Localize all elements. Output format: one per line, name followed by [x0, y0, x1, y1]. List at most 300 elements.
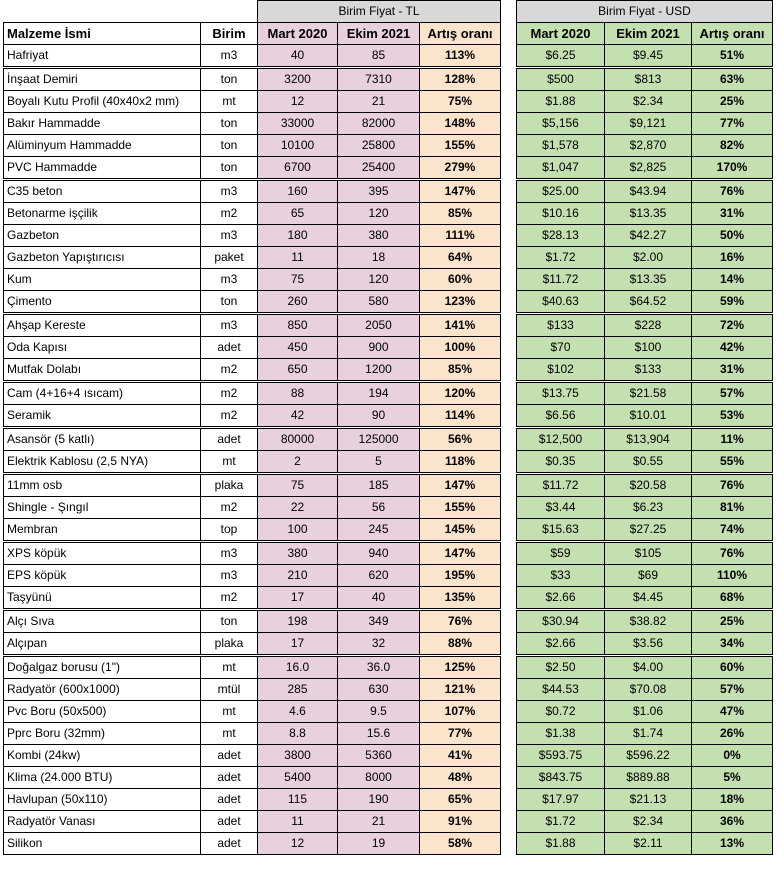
cell-usd-oct2021: $6.23	[605, 496, 692, 518]
cell-tl-oct2021: 125000	[338, 427, 420, 450]
cell-tl-mar2020: 17	[258, 586, 338, 609]
cell-tl-increase: 48%	[420, 766, 501, 788]
table-row	[4, 313, 773, 336]
cell-usd-increase: 26%	[692, 722, 773, 744]
cell-tl-oct2021: 19	[338, 832, 420, 854]
cell-usd-increase: 0%	[692, 744, 773, 766]
cell-unit: adet	[201, 832, 258, 854]
table-row	[4, 450, 773, 473]
cell-tl-mar2020: 380	[258, 541, 338, 564]
table-row	[4, 678, 773, 700]
cell-usd-mar2020: $6.25	[517, 44, 605, 67]
cell-tl-increase: 107%	[420, 700, 501, 722]
table-row	[4, 632, 773, 655]
cell-name: Kum	[4, 268, 201, 290]
cell-usd-oct2021: $228	[605, 313, 692, 336]
cell-usd-increase: 59%	[692, 290, 773, 313]
cell-usd-oct2021: $10.01	[605, 404, 692, 427]
cell-usd-increase: 68%	[692, 586, 773, 609]
cell-tl-mar2020: 42	[258, 404, 338, 427]
cell-usd-mar2020: $843.75	[517, 766, 605, 788]
cell-name: Alüminyum Hammadde	[4, 134, 201, 156]
table-row	[4, 564, 773, 586]
cell-unit: top	[201, 518, 258, 541]
cell-tl-mar2020: 88	[258, 381, 338, 404]
table-row	[4, 179, 773, 202]
cell-name: Cam (4+16+4 ısıcam)	[4, 381, 201, 404]
table-row	[4, 496, 773, 518]
cell-tl-oct2021: 1200	[338, 358, 420, 381]
cell-usd-oct2021: $42.27	[605, 224, 692, 246]
cell-tl-mar2020: 3200	[258, 67, 338, 90]
cell-tl-increase: 88%	[420, 632, 501, 655]
cell-name: EPS köpük	[4, 564, 201, 586]
table-row	[4, 224, 773, 246]
cell-usd-oct2021: $1.74	[605, 722, 692, 744]
cell-tl-oct2021: 120	[338, 202, 420, 224]
cell-usd-mar2020: $33	[517, 564, 605, 586]
cell-tl-increase: 91%	[420, 810, 501, 832]
cell-usd-increase: 42%	[692, 336, 773, 358]
cell-tl-oct2021: 190	[338, 788, 420, 810]
cell-tl-oct2021: 18	[338, 246, 420, 268]
cell-unit: ton	[201, 609, 258, 632]
cell-unit: m2	[201, 202, 258, 224]
cell-tl-increase: 58%	[420, 832, 501, 854]
cell-tl-mar2020: 210	[258, 564, 338, 586]
table-row	[4, 541, 773, 564]
cell-tl-oct2021: 90	[338, 404, 420, 427]
cell-tl-mar2020: 6700	[258, 156, 338, 179]
cell-name: İnşaat Demiri	[4, 67, 201, 90]
cell-usd-oct2021: $2.00	[605, 246, 692, 268]
cell-usd-oct2021: $9.45	[605, 44, 692, 67]
cell-tl-mar2020: 40	[258, 44, 338, 67]
cell-usd-oct2021: $43.94	[605, 179, 692, 202]
cell-usd-oct2021: $0.55	[605, 450, 692, 473]
cell-tl-oct2021: 7310	[338, 67, 420, 90]
cell-usd-mar2020: $59	[517, 541, 605, 564]
cell-tl-mar2020: 11	[258, 246, 338, 268]
cell-tl-mar2020: 285	[258, 678, 338, 700]
cell-tl-oct2021: 900	[338, 336, 420, 358]
cell-tl-oct2021: 15.6	[338, 722, 420, 744]
cell-usd-mar2020: $12,500	[517, 427, 605, 450]
cell-tl-increase: 56%	[420, 427, 501, 450]
cell-unit: mtül	[201, 678, 258, 700]
cell-usd-increase: 47%	[692, 700, 773, 722]
cell-name: Membran	[4, 518, 201, 541]
cell-unit: adet	[201, 336, 258, 358]
cell-tl-mar2020: 12	[258, 832, 338, 854]
col-header-usd-mar2020: Mart 2020	[517, 22, 605, 44]
col-header-usd-oct2021: Ekim 2021	[605, 22, 692, 44]
cell-name: Shingle - Şıngıl	[4, 496, 201, 518]
cell-usd-oct2021: $13.35	[605, 202, 692, 224]
cell-tl-increase: 85%	[420, 358, 501, 381]
table-row	[4, 832, 773, 854]
cell-usd-increase: 76%	[692, 473, 773, 496]
table-body	[4, 44, 773, 854]
cell-usd-increase: 31%	[692, 358, 773, 381]
cell-tl-oct2021: 194	[338, 381, 420, 404]
cell-unit: ton	[201, 134, 258, 156]
cell-unit: mt	[201, 90, 258, 112]
cell-usd-increase: 34%	[692, 632, 773, 655]
table-row	[4, 766, 773, 788]
table-row	[4, 67, 773, 90]
cell-name: Asansör (5 katlı)	[4, 427, 201, 450]
cell-unit: m3	[201, 224, 258, 246]
group-header-tl: Birim Fiyat - TL	[258, 1, 501, 23]
cell-name: Silikon	[4, 832, 201, 854]
cell-tl-increase: 77%	[420, 722, 501, 744]
cell-tl-mar2020: 100	[258, 518, 338, 541]
cell-usd-mar2020: $2.66	[517, 586, 605, 609]
cell-tl-oct2021: 82000	[338, 112, 420, 134]
cell-tl-oct2021: 85	[338, 44, 420, 67]
cell-tl-mar2020: 75	[258, 268, 338, 290]
cell-usd-mar2020: $0.35	[517, 450, 605, 473]
cell-usd-increase: 5%	[692, 766, 773, 788]
cell-usd-increase: 60%	[692, 655, 773, 678]
cell-name: Mutfak Dolabı	[4, 358, 201, 381]
cell-tl-mar2020: 12	[258, 90, 338, 112]
cell-unit: m3	[201, 541, 258, 564]
cell-usd-increase: 81%	[692, 496, 773, 518]
table-row	[4, 609, 773, 632]
cell-tl-mar2020: 850	[258, 313, 338, 336]
cell-name: Doğalgaz borusu (1")	[4, 655, 201, 678]
col-header-tl-oct2021: Ekim 2021	[338, 22, 420, 44]
cell-tl-mar2020: 4.6	[258, 700, 338, 722]
cell-usd-increase: 13%	[692, 832, 773, 854]
cell-usd-increase: 51%	[692, 44, 773, 67]
cell-tl-oct2021: 380	[338, 224, 420, 246]
cell-usd-oct2021: $4.45	[605, 586, 692, 609]
cell-tl-mar2020: 2	[258, 450, 338, 473]
cell-usd-increase: 110%	[692, 564, 773, 586]
cell-tl-mar2020: 115	[258, 788, 338, 810]
cell-usd-mar2020: $11.72	[517, 473, 605, 496]
table-row	[4, 358, 773, 381]
cell-tl-oct2021: 25400	[338, 156, 420, 179]
cell-unit: m2	[201, 496, 258, 518]
cell-tl-increase: 141%	[420, 313, 501, 336]
cell-usd-mar2020: $17.97	[517, 788, 605, 810]
cell-usd-mar2020: $2.66	[517, 632, 605, 655]
cell-usd-increase: 76%	[692, 541, 773, 564]
cell-name: Taşyünü	[4, 586, 201, 609]
price-table	[3, 0, 773, 855]
cell-usd-mar2020: $3.44	[517, 496, 605, 518]
cell-tl-oct2021: 580	[338, 290, 420, 313]
cell-tl-increase: 155%	[420, 134, 501, 156]
table-row	[4, 202, 773, 224]
cell-tl-increase: 100%	[420, 336, 501, 358]
cell-usd-oct2021: $21.13	[605, 788, 692, 810]
cell-usd-mar2020: $10.16	[517, 202, 605, 224]
cell-tl-mar2020: 75	[258, 473, 338, 496]
table-row	[4, 788, 773, 810]
cell-usd-increase: 57%	[692, 381, 773, 404]
col-header-usd-increase: Artış oranı	[692, 22, 773, 44]
group-header-usd: Birim Fiyat - USD	[517, 1, 773, 23]
cell-tl-mar2020: 160	[258, 179, 338, 202]
table-row	[4, 268, 773, 290]
cell-usd-mar2020: $30.94	[517, 609, 605, 632]
cell-tl-oct2021: 2050	[338, 313, 420, 336]
cell-usd-increase: 170%	[692, 156, 773, 179]
cell-tl-oct2021: 5	[338, 450, 420, 473]
cell-usd-increase: 63%	[692, 67, 773, 90]
cell-tl-increase: 147%	[420, 473, 501, 496]
cell-usd-oct2021: $20.58	[605, 473, 692, 496]
cell-unit: ton	[201, 290, 258, 313]
cell-usd-oct2021: $64.52	[605, 290, 692, 313]
cell-usd-mar2020: $25.00	[517, 179, 605, 202]
cell-usd-mar2020: $1.88	[517, 832, 605, 854]
cell-usd-oct2021: $38.82	[605, 609, 692, 632]
cell-name: Alçıpan	[4, 632, 201, 655]
cell-name: Radyatör Vanası	[4, 810, 201, 832]
cell-name: 11mm osb	[4, 473, 201, 496]
cell-unit: m3	[201, 564, 258, 586]
cell-usd-mar2020: $1.38	[517, 722, 605, 744]
cell-tl-increase: 145%	[420, 518, 501, 541]
cell-tl-oct2021: 245	[338, 518, 420, 541]
cell-usd-increase: 31%	[692, 202, 773, 224]
cell-usd-mar2020: $11.72	[517, 268, 605, 290]
cell-usd-oct2021: $9,121	[605, 112, 692, 134]
cell-usd-oct2021: $69	[605, 564, 692, 586]
cell-name: PVC Hammadde	[4, 156, 201, 179]
cell-name: Ahşap Kereste	[4, 313, 201, 336]
cell-usd-oct2021: $2.34	[605, 810, 692, 832]
cell-usd-oct2021: $105	[605, 541, 692, 564]
cell-name: Boyalı Kutu Profil (40x40x2 mm)	[4, 90, 201, 112]
table-row	[4, 156, 773, 179]
cell-usd-increase: 14%	[692, 268, 773, 290]
cell-usd-oct2021: $4.00	[605, 655, 692, 678]
cell-usd-increase: 36%	[692, 810, 773, 832]
cell-unit: mt	[201, 700, 258, 722]
cell-tl-increase: 147%	[420, 541, 501, 564]
col-header-unit: Birim	[201, 22, 258, 44]
cell-name: C35 beton	[4, 179, 201, 202]
cell-name: Gazbeton Yapıştırıcısı	[4, 246, 201, 268]
cell-usd-oct2021: $889.88	[605, 766, 692, 788]
cell-usd-oct2021: $13.35	[605, 268, 692, 290]
cell-tl-increase: 155%	[420, 496, 501, 518]
cell-tl-oct2021: 395	[338, 179, 420, 202]
cell-tl-mar2020: 17	[258, 632, 338, 655]
cell-tl-mar2020: 11	[258, 810, 338, 832]
table-row	[4, 810, 773, 832]
cell-usd-oct2021: $1.06	[605, 700, 692, 722]
cell-unit: adet	[201, 427, 258, 450]
cell-usd-oct2021: $813	[605, 67, 692, 90]
cell-tl-increase: 114%	[420, 404, 501, 427]
cell-usd-mar2020: $2.50	[517, 655, 605, 678]
cell-usd-mar2020: $5,156	[517, 112, 605, 134]
cell-name: Havlupan (50x110)	[4, 788, 201, 810]
cell-tl-increase: 128%	[420, 67, 501, 90]
cell-unit: paket	[201, 246, 258, 268]
table-row	[4, 404, 773, 427]
cell-usd-increase: 76%	[692, 179, 773, 202]
table-row	[4, 473, 773, 496]
cell-usd-increase: 18%	[692, 788, 773, 810]
cell-tl-increase: 120%	[420, 381, 501, 404]
cell-unit: ton	[201, 112, 258, 134]
cell-tl-mar2020: 33000	[258, 112, 338, 134]
cell-name: Oda Kapısı	[4, 336, 201, 358]
col-header-name: Malzeme İsmi	[4, 22, 201, 44]
cell-tl-oct2021: 940	[338, 541, 420, 564]
cell-name: Pprc Boru (32mm)	[4, 722, 201, 744]
col-header-tl-mar2020: Mart 2020	[258, 22, 338, 44]
cell-name: Gazbeton	[4, 224, 201, 246]
cell-usd-mar2020: $593.75	[517, 744, 605, 766]
cell-tl-increase: 135%	[420, 586, 501, 609]
cell-name: Hafriyat	[4, 44, 201, 67]
cell-usd-mar2020: $6.56	[517, 404, 605, 427]
cell-tl-oct2021: 630	[338, 678, 420, 700]
cell-name: Elektrik Kablosu (2,5 NYA)	[4, 450, 201, 473]
cell-tl-increase: 76%	[420, 609, 501, 632]
cell-usd-mar2020: $13.75	[517, 381, 605, 404]
cell-usd-oct2021: $100	[605, 336, 692, 358]
cell-unit: m2	[201, 586, 258, 609]
cell-tl-oct2021: 9.5	[338, 700, 420, 722]
cell-tl-increase: 113%	[420, 44, 501, 67]
cell-name: Klima (24.000 BTU)	[4, 766, 201, 788]
cell-tl-mar2020: 3800	[258, 744, 338, 766]
cell-usd-oct2021: $2,870	[605, 134, 692, 156]
cell-usd-mar2020: $44.53	[517, 678, 605, 700]
cell-tl-oct2021: 36.0	[338, 655, 420, 678]
cell-unit: m2	[201, 381, 258, 404]
cell-tl-mar2020: 10100	[258, 134, 338, 156]
cell-unit: m3	[201, 268, 258, 290]
table-row	[4, 246, 773, 268]
cell-tl-oct2021: 620	[338, 564, 420, 586]
cell-unit: mt	[201, 655, 258, 678]
table-row	[4, 586, 773, 609]
cell-usd-oct2021: $70.08	[605, 678, 692, 700]
cell-tl-oct2021: 32	[338, 632, 420, 655]
cell-usd-mar2020: $0.72	[517, 700, 605, 722]
cell-tl-increase: 60%	[420, 268, 501, 290]
cell-tl-increase: 85%	[420, 202, 501, 224]
cell-usd-mar2020: $1.72	[517, 246, 605, 268]
cell-usd-oct2021: $13,904	[605, 427, 692, 450]
cell-usd-increase: 53%	[692, 404, 773, 427]
table-row	[4, 112, 773, 134]
cell-usd-increase: 25%	[692, 90, 773, 112]
cell-tl-oct2021: 185	[338, 473, 420, 496]
cell-usd-increase: 50%	[692, 224, 773, 246]
table-row	[4, 427, 773, 450]
cell-usd-oct2021: $133	[605, 358, 692, 381]
cell-usd-increase: 25%	[692, 609, 773, 632]
cell-tl-increase: 148%	[420, 112, 501, 134]
cell-usd-increase: 74%	[692, 518, 773, 541]
cell-usd-mar2020: $1.88	[517, 90, 605, 112]
cell-unit: m2	[201, 404, 258, 427]
col-header-tl-increase: Artış oranı	[420, 22, 501, 44]
table-row	[4, 744, 773, 766]
cell-usd-mar2020: $70	[517, 336, 605, 358]
cell-usd-increase: 82%	[692, 134, 773, 156]
cell-tl-mar2020: 198	[258, 609, 338, 632]
cell-usd-mar2020: $28.13	[517, 224, 605, 246]
cell-unit: adet	[201, 788, 258, 810]
table-row	[4, 290, 773, 313]
cell-usd-mar2020: $1.72	[517, 810, 605, 832]
cell-tl-increase: 147%	[420, 179, 501, 202]
cell-unit: m3	[201, 179, 258, 202]
table-row	[4, 722, 773, 744]
table-row	[4, 44, 773, 67]
cell-usd-increase: 57%	[692, 678, 773, 700]
cell-usd-oct2021: $2,825	[605, 156, 692, 179]
cell-tl-increase: 195%	[420, 564, 501, 586]
cell-unit: mt	[201, 722, 258, 744]
cell-tl-oct2021: 56	[338, 496, 420, 518]
cell-tl-mar2020: 22	[258, 496, 338, 518]
cell-name: Radyatör (600x1000)	[4, 678, 201, 700]
cell-unit: plaka	[201, 473, 258, 496]
cell-tl-oct2021: 5360	[338, 744, 420, 766]
cell-tl-mar2020: 16.0	[258, 655, 338, 678]
cell-usd-mar2020: $133	[517, 313, 605, 336]
cell-usd-mar2020: $40.63	[517, 290, 605, 313]
cell-usd-oct2021: $2.11	[605, 832, 692, 854]
table-row	[4, 655, 773, 678]
table-row	[4, 336, 773, 358]
cell-usd-increase: 72%	[692, 313, 773, 336]
cell-unit: plaka	[201, 632, 258, 655]
cell-usd-oct2021: $2.34	[605, 90, 692, 112]
cell-unit: m3	[201, 313, 258, 336]
cell-usd-mar2020: $1,047	[517, 156, 605, 179]
cell-usd-increase: 16%	[692, 246, 773, 268]
cell-unit: adet	[201, 766, 258, 788]
cell-usd-oct2021: $27.25	[605, 518, 692, 541]
cell-name: Çimento	[4, 290, 201, 313]
cell-tl-increase: 65%	[420, 788, 501, 810]
cell-usd-oct2021: $21.58	[605, 381, 692, 404]
cell-tl-mar2020: 180	[258, 224, 338, 246]
cell-tl-increase: 125%	[420, 655, 501, 678]
cell-usd-increase: 77%	[692, 112, 773, 134]
cell-unit: ton	[201, 67, 258, 90]
cell-usd-mar2020: $102	[517, 358, 605, 381]
cell-usd-mar2020: $500	[517, 67, 605, 90]
cell-unit: m2	[201, 358, 258, 381]
cell-usd-increase: 55%	[692, 450, 773, 473]
cell-tl-increase: 121%	[420, 678, 501, 700]
cell-tl-oct2021: 21	[338, 90, 420, 112]
cell-tl-mar2020: 450	[258, 336, 338, 358]
cell-usd-oct2021: $3.56	[605, 632, 692, 655]
cell-tl-increase: 41%	[420, 744, 501, 766]
cell-unit: ton	[201, 156, 258, 179]
cell-usd-increase: 11%	[692, 427, 773, 450]
table-row	[4, 518, 773, 541]
